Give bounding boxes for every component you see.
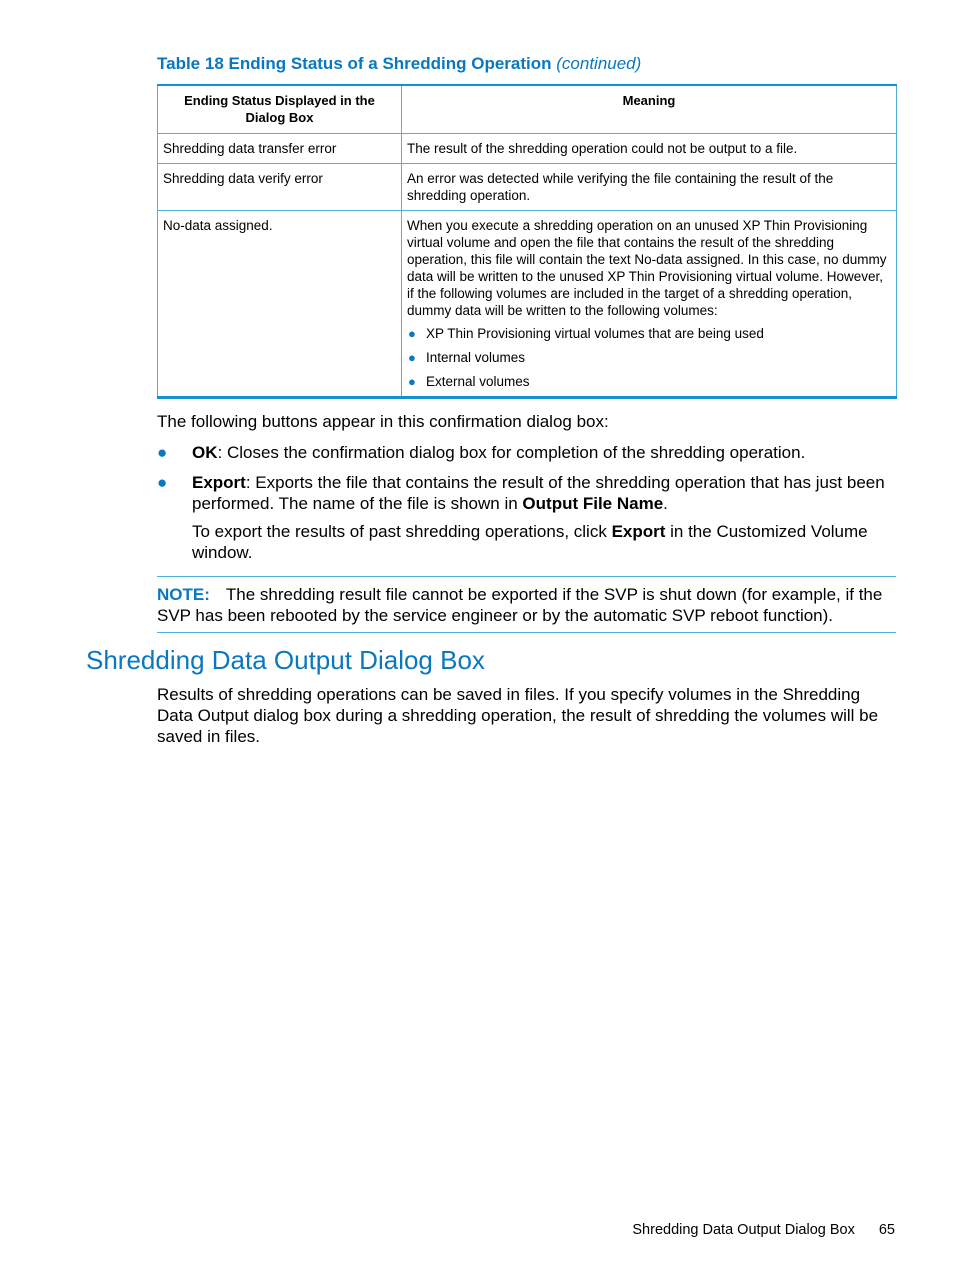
export-term-2: Export bbox=[611, 522, 666, 541]
page-number: 65 bbox=[878, 1222, 895, 1238]
table-cell-meaning: The result of the shredding operation could not be output to a file. bbox=[402, 134, 897, 164]
table-header-row bbox=[158, 85, 897, 134]
column-header-meaning: Meaning bbox=[402, 85, 897, 134]
table-cell-meaning bbox=[402, 211, 897, 398]
page-footer bbox=[0, 1222, 895, 1238]
column-header-status: Ending Status Displayed in the Dialog Box bbox=[158, 85, 402, 134]
bullet-icon: ● bbox=[157, 473, 168, 492]
ok-term: OK bbox=[192, 443, 218, 462]
note-label: NOTE: bbox=[157, 585, 210, 604]
table-row bbox=[158, 134, 897, 164]
list-item-export: ● Export: Exports the file that contains the result of the shredding operation that has just been performed. The name of the file is shown in Output File Name. To export the results of past shredding operations, click Export in the Customized Volume window. bbox=[157, 472, 897, 563]
list-item-ok bbox=[157, 442, 897, 463]
table-cell-meaning-text: When you execute a shredding operation on an unused XP Thin Provisioning virtual volume and open the file that contains the result of the shredding operation, this file will contain the text No-data assigned. In this case, no dummy data will be written to the unused XP Thin Provisioning virtual volume. However, if the following volumes are included in the target of a shredding operation, dummy data will be written to the following volumes: bbox=[407, 218, 887, 318]
table-row bbox=[158, 164, 897, 211]
bullet-icon: ● bbox=[157, 443, 168, 462]
list-item: ● XP Thin Provisioning virtual volumes that are being used bbox=[408, 326, 764, 341]
bullet-icon: ● bbox=[408, 374, 416, 389]
bullet-icon: ● bbox=[408, 326, 416, 341]
ok-description: : Closes the confirmation dialog box for completion of the shredding operation. bbox=[217, 443, 806, 462]
table-caption bbox=[157, 54, 641, 74]
footer-title: Shredding Data Output Dialog Box bbox=[632, 1222, 855, 1238]
volume-list bbox=[407, 325, 891, 390]
export-sub-paragraph: To export the results of past shredding operations, click Export in the Customized Volume window. bbox=[192, 522, 868, 562]
output-file-name-term: Output File Name bbox=[522, 494, 664, 513]
export-term: Export bbox=[192, 473, 246, 492]
table-caption-continued: (continued) bbox=[556, 54, 642, 73]
table-caption-title: Table 18 Ending Status of a Shredding Operation bbox=[157, 54, 552, 73]
table-cell-meaning: An error was detected while verifying the file containing the result of the shredding operation. bbox=[402, 164, 897, 211]
list-item: ● Internal volumes bbox=[408, 350, 526, 365]
bullet-icon: ● bbox=[408, 350, 416, 365]
list-item: ● External volumes bbox=[408, 374, 530, 389]
table-cell-status: Shredding data verify error bbox=[158, 164, 402, 211]
section-body: Results of shredding operations can be saved in files. If you specify volumes in the Shredding Data Output dialog box during a shredding operation, the result of shredding the volumes will be saved in files. bbox=[157, 685, 879, 746]
note-box bbox=[157, 576, 896, 633]
ending-status-table bbox=[157, 84, 897, 399]
section-heading: Shredding Data Output Dialog Box bbox=[86, 645, 485, 675]
table-cell-status: Shredding data transfer error bbox=[158, 134, 402, 164]
intro-paragraph: The following buttons appear in this confirmation dialog box: bbox=[157, 412, 609, 431]
table-cell-status: No-data assigned. bbox=[158, 211, 402, 398]
table-row bbox=[158, 211, 897, 398]
button-description-list bbox=[157, 442, 897, 572]
note-text: The shredding result file cannot be exported if the SVP is shut down (for example, if the SVP has been rebooted by the service engineer or by the automatic SVP reboot function). bbox=[157, 585, 883, 625]
export-description: : Exports the file that contains the result of the shredding operation that has just been performed. The name of the file is shown in bbox=[192, 473, 885, 513]
